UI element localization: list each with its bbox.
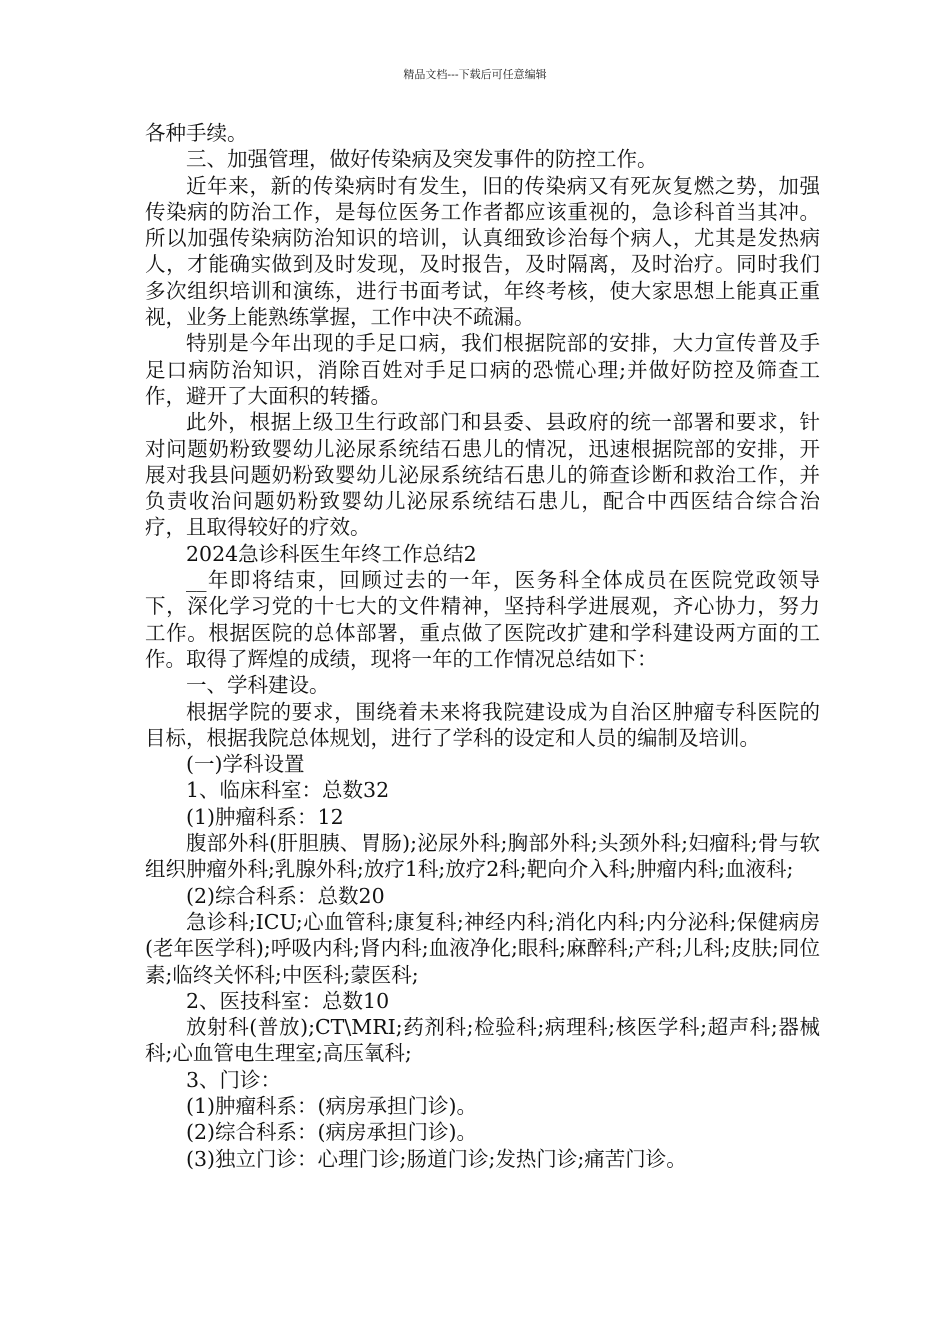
paragraph: 各种手续。	[145, 121, 248, 145]
paragraph: (1)肿瘤科系：12	[186, 804, 344, 829]
paragraph: 3、门诊：	[186, 1067, 282, 1092]
paragraph: (一)学科设置	[186, 752, 305, 777]
paragraph: 2024急诊科医生年终工作总结2	[186, 541, 477, 566]
paragraph: 三、加强管理，做好传染病及突发事件的防控工作。	[186, 147, 658, 172]
paragraph: 急诊科;ICU;心血管科;康复科;神经内科;消化内科;内分泌科;保健病房(老年医学科);呼吸内科;肾内科;血液净化;眼科;麻醉科;产科;儿科;皮肤;同位素;临终关怀科;中医科;蒙医科;	[145, 909, 820, 987]
paragraph: (3)独立门诊：心理门诊;肠道门诊;发热门诊;痛苦门诊。	[186, 1146, 687, 1171]
paragraph: (1)肿瘤科系：(病房承担门诊)。	[186, 1093, 478, 1118]
paragraph: __年即将结束，回顾过去的一年，医务科全体成员在医院党政领导下，深化学习党的十七大的文件精神，坚持科学进展观，齐心协力，努力工作。根据医院的总体部署，重点做了医院改扩建和学科建设两方面的工作。取得了辉煌的成绩，现将一年的工作情况总结如下：	[145, 568, 820, 671]
document-body	[145, 120, 820, 1172]
paragraph: (2)综合科系：(病房承担门诊)。	[186, 1120, 478, 1145]
paragraph: (2)综合科系：总数20	[186, 883, 385, 908]
paragraph: 特别是今年出现的手足口病，我们根据院部的安排，大力宣传普及手足口病防治知识，消除百姓对手足口病的恐慌心理;并做好防控及筛查工作，避开了大面积的转播。	[145, 331, 820, 408]
paragraph: 2、医技科室：总数10	[186, 988, 390, 1013]
paragraph: 腹部外科(肝胆胰、胃肠);泌尿外科;胸部外科;头颈外科;妇瘤科;骨与软组织肿瘤外科;乳腺外科;放疗1科;放疗2科;靶向介入科;肿瘤内科;血液科;	[145, 831, 820, 882]
paragraph: 1、临床科室：总数32	[186, 778, 390, 803]
paragraph: 一、学科建设。	[186, 673, 330, 698]
paragraph: 此外，根据上级卫生行政部门和县委、县政府的统一部署和要求，针对问题奶粉致婴幼儿泌尿系统结石患儿的情况，迅速根据院部的安排，开展对我县问题奶粉致婴幼儿泌尿系统结石患儿的筛查诊断和救治工作，并负责收治问题奶粉致婴幼儿泌尿系统结石患儿，配合中西医结合综合治疗，且取得较好的疗效。	[145, 410, 820, 540]
paragraph: 近年来，新的传染病时有发生，旧的传染病又有死灰复燃之势，加强传染病的防治工作，是每位医务工作者都应该重视的，急诊科首当其冲。所以加强传染病防治知识的培训，认真细致诊治每个病人，尤其是发热病人，才能确实做到及时发现，及时报告，及时隔离，及时治疗。同时我们多次组织培训和演练，进行书面考试，年终考核，使大家思想上能真正重视，业务上能熟练掌握，工作中决不疏漏。	[145, 173, 820, 330]
page-header: 精品文档---下载后可任意编辑	[403, 68, 547, 81]
paragraph: 根据学院的要求，围绕着未来将我院建设成为自治区肿瘤专科医院的目标，根据我院总体规划，进行了学科的设定和人员的编制及培训。	[145, 699, 820, 750]
paragraph: 放射科(普放);CT\MRI;药剂科;检验科;病理科;核医学科;超声科;器械科;心血管电生理室;高压氧科;	[145, 1015, 820, 1066]
